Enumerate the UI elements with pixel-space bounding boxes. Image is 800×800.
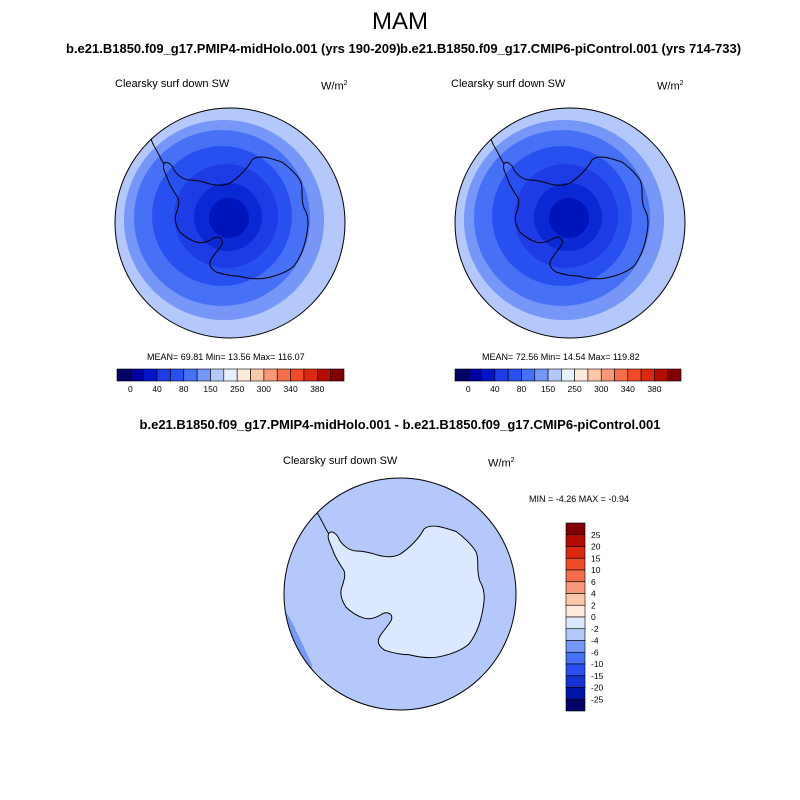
right-colorbar-tick-label: 380 [647,384,662,394]
left-colorbar-tick-label: 300 [256,384,271,394]
left-colorbar-swatch [117,369,130,381]
left-colorbar-swatch [157,369,170,381]
diff-colorbar-tick-label: 2 [591,600,596,611]
left-panel-case-title: b.e21.B1850.f09_g17.PMIP4-midHolo.001 (yrs 190-209) [66,41,401,56]
diff-colorbar-swatch [566,594,585,606]
left-colorbar-swatch [224,369,237,381]
right-colorbar-swatch [455,369,468,381]
right-colorbar-swatch [615,369,628,381]
right-colorbar-tick-label: 340 [620,384,635,394]
left-colorbar [117,369,344,394]
right-colorbar-swatch [468,369,481,381]
diff-colorbar-swatch [566,570,585,582]
right-colorbar-swatch [482,369,495,381]
diff-colorbar-tick-label: -15 [591,670,604,681]
right-map-center [549,198,589,238]
left-colorbar-swatch [237,369,250,381]
left-colorbar-swatch [170,369,183,381]
left-colorbar-swatch [130,369,143,381]
left-polar-map [115,108,345,338]
diff-colorbar-tick-label: 25 [591,529,601,540]
right-panel-case-title: b.e21.B1850.f09_g17.CMIP6-piControl.001 (yrs 714-733) [400,41,742,56]
right-variable-label: Clearsky surf down SW [451,78,566,90]
difference-colorbar [566,523,604,711]
right-colorbar-swatch [641,369,654,381]
diff-colorbar-tick-label: 10 [591,565,601,575]
right-colorbar-tick-label: 150 [540,384,556,394]
diff-colorbar-swatch [566,676,585,688]
diff-colorbar-swatch [566,664,585,676]
difference-polar-map [284,478,516,710]
left-colorbar-swatch [251,369,264,381]
diff-colorbar-swatch [566,535,585,547]
diff-colorbar-tick-label: 15 [591,553,601,564]
right-colorbar-swatch [508,369,521,381]
right-polar-map [455,108,685,338]
season-title: MAM [372,8,428,35]
right-colorbar-swatch [495,369,508,381]
right-colorbar-swatch [601,369,614,381]
right-colorbar-swatch [628,369,641,381]
left-units-label: $W/m^2$ [321,80,348,93]
diff-colorbar-tick-label: 6 [591,576,596,587]
right-colorbar-swatch [561,369,574,381]
left-colorbar-tick-label: 0 [127,384,133,394]
left-stats-label: MEAN= 69.81 Min= 13.56 Max= 116.07 [147,352,305,362]
diff-colorbar-swatch [566,617,585,629]
right-colorbar-tick-label: 250 [567,384,582,394]
diff-colorbar-tick-label: -2 [591,623,599,634]
right-colorbar-tick-label: 0 [465,384,471,394]
left-colorbar-swatch [304,369,317,381]
right-colorbar-swatch [521,369,534,381]
diff-colorbar-swatch [566,547,585,559]
right-units-label: $W/m^2$ [657,80,684,93]
left-colorbar-swatch [277,369,290,381]
diff-units-label: $W/m^2$ [488,457,515,470]
diff-colorbar-swatch [566,688,585,700]
left-colorbar-swatch [210,369,223,381]
right-colorbar-tick-label: 40 [490,384,500,394]
right-colorbar [455,369,681,394]
right-colorbar-tick-label: 300 [594,384,609,394]
left-colorbar-tick-label: 150 [203,384,218,394]
diff-colorbar-swatch [566,699,585,711]
diff-colorbar-swatch [566,558,585,570]
right-colorbar-swatch [668,369,681,381]
diff-colorbar-swatch [566,629,585,641]
right-colorbar-tick-label: 80 [516,384,527,394]
right-stats-label: MEAN= 72.56 Min= 14.54 Max= 119.82 [482,352,640,362]
left-colorbar-swatch [184,369,197,381]
diff-variable-label: Clearsky surf down SW [283,455,398,467]
right-colorbar-swatch [575,369,588,381]
left-colorbar-tick-label: 80 [179,384,189,394]
diff-colorbar-swatch [566,523,585,535]
diff-colorbar-tick-label: -10 [591,659,604,669]
right-colorbar-swatch [548,369,561,381]
diff-colorbar-tick-label: 4 [591,588,596,599]
left-variable-label: Clearsky surf down SW [115,78,230,90]
diff-colorbar-swatch [566,652,585,664]
right-colorbar-swatch [654,369,667,381]
left-colorbar-swatch [317,369,330,381]
left-colorbar-swatch [264,369,277,381]
diff-colorbar-swatch [566,641,585,653]
diff-colorbar-tick-label: -4 [591,635,599,646]
diff-stats-label: MIN = -4.26 MAX = -0.94 [529,494,630,504]
left-colorbar-swatch [291,369,304,381]
left-colorbar-swatch [331,369,344,381]
right-colorbar-swatch [588,369,601,381]
left-colorbar-tick-label: 40 [152,384,162,394]
left-colorbar-swatch [197,369,210,381]
diff-colorbar-swatch [566,605,585,617]
left-colorbar-tick-label: 380 [310,384,325,394]
right-colorbar-swatch [535,369,548,381]
diff-colorbar-tick-label: -20 [591,682,604,693]
diff-colorbar-tick-label: 20 [591,541,601,552]
diff-colorbar-tick-label: -6 [591,647,599,658]
difference-title: b.e21.B1850.f09_g17.PMIP4-midHolo.001 - b.e21.B1850.f09_g17.CMIP6-piControl.001 [139,417,661,432]
diff-colorbar-tick-label: 0 [591,612,596,622]
left-colorbar-tick-label: 250 [230,384,245,394]
left-colorbar-tick-label: 340 [283,384,298,394]
diff-colorbar-tick-label: -25 [591,694,604,705]
left-map-center [209,198,249,238]
left-colorbar-swatch [144,369,157,381]
diff-colorbar-swatch [566,582,585,594]
